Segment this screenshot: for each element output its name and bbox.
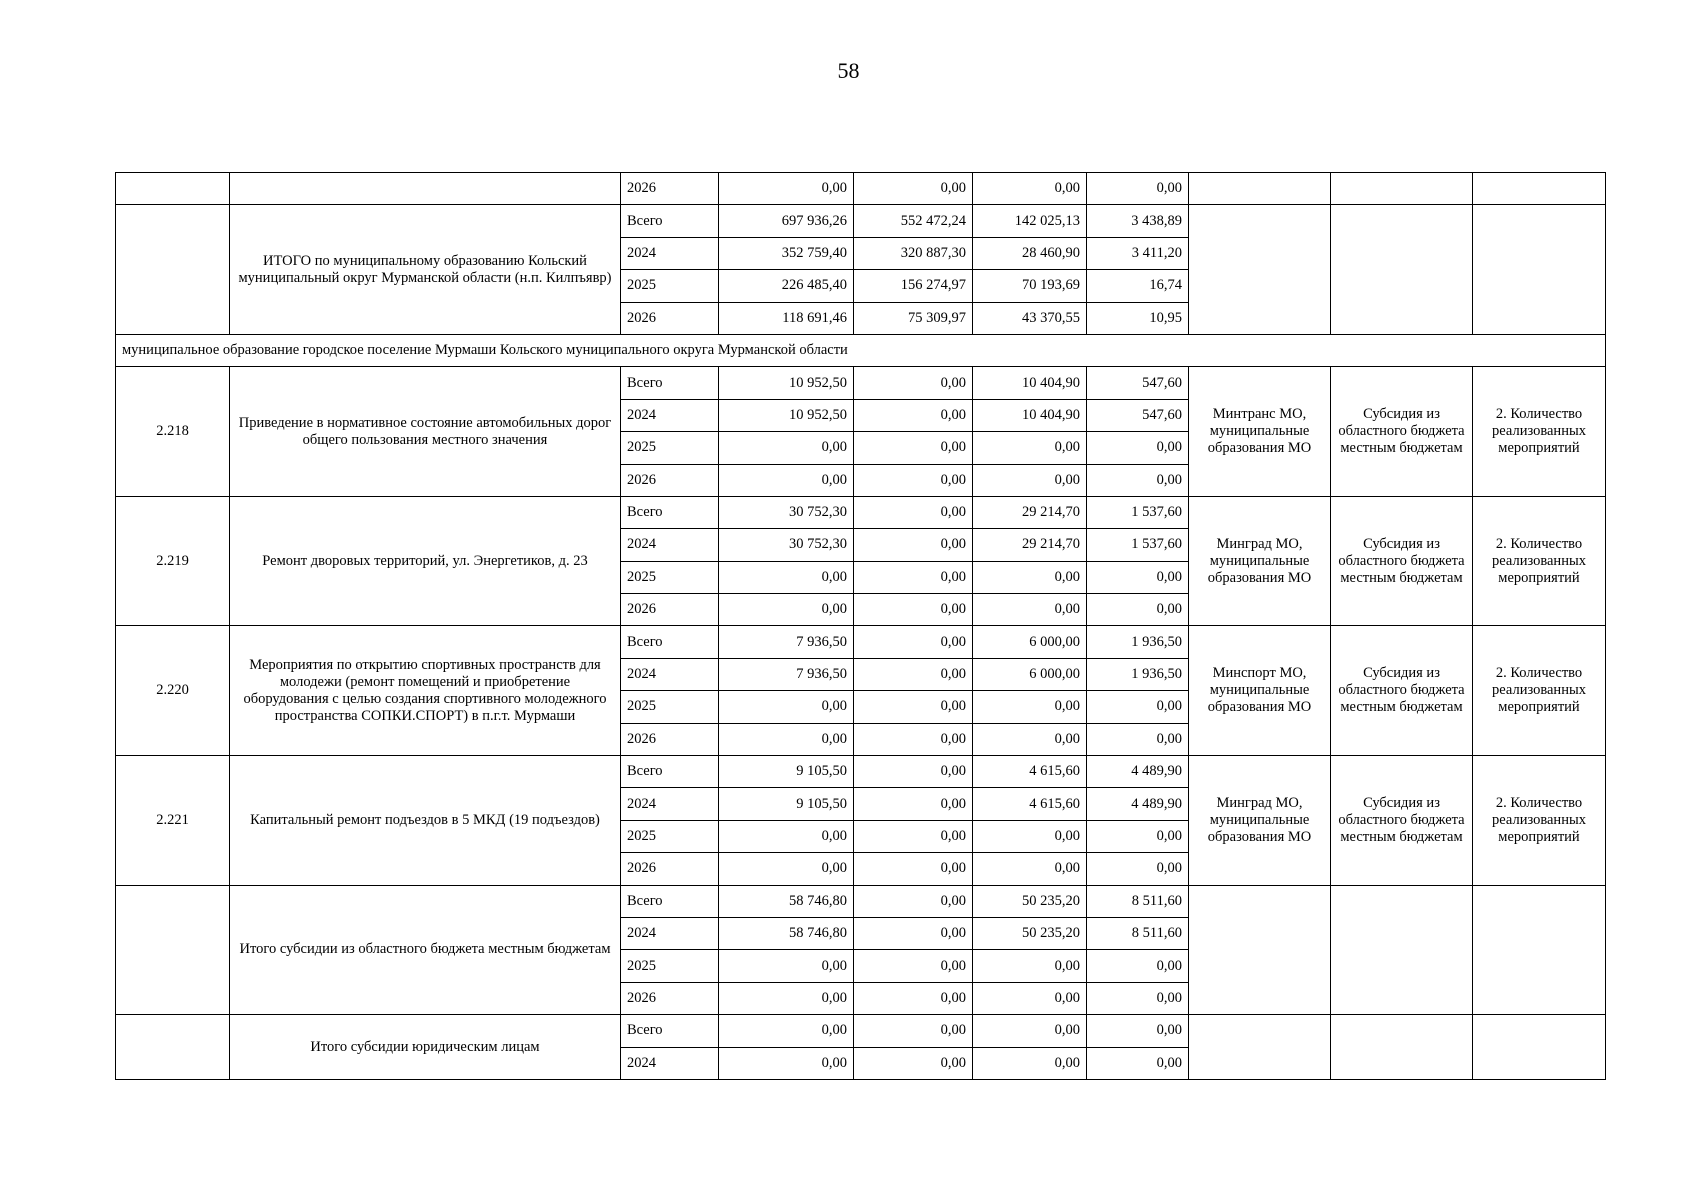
year-cell: Всего: [621, 367, 719, 399]
total-amount-cell: 9 105,50: [719, 788, 854, 820]
year-cell: 2025: [621, 432, 719, 464]
code-cell: 2.221: [116, 756, 230, 886]
federal-budget-cell: 0,00: [854, 464, 973, 496]
indicator-cell: 2. Количество реализованных мероприятий: [1473, 496, 1606, 626]
year-cell: 2025: [621, 270, 719, 302]
year-cell: 2024: [621, 237, 719, 269]
name-cell: Капитальный ремонт подъездов в 5 МКД (19 подъездов): [230, 756, 621, 886]
year-cell: 2026: [621, 464, 719, 496]
federal-budget-cell: 0,00: [854, 723, 973, 755]
name-cell: ИТОГО по муниципальному образованию Кольский муниципальный округ Мурманской области (н.п. Килпъявр): [230, 205, 621, 335]
section-row: [116, 334, 1606, 366]
indicator-cell: [1473, 1015, 1606, 1080]
federal-budget-cell: 0,00: [854, 432, 973, 464]
local-budget-cell: 0,00: [1087, 1047, 1189, 1079]
indicator-cell: 2. Количество реализованных мероприятий: [1473, 756, 1606, 886]
year-cell: 2024: [621, 399, 719, 431]
federal-budget-cell: 156 274,97: [854, 270, 973, 302]
federal-budget-cell: 0,00: [854, 788, 973, 820]
total-amount-cell: 30 752,30: [719, 529, 854, 561]
local-budget-cell: 8 511,60: [1087, 917, 1189, 949]
regional-budget-cell: 0,00: [973, 173, 1087, 205]
page-number: 58: [837, 58, 860, 83]
local-budget-cell: 1 537,60: [1087, 496, 1189, 528]
total-amount-cell: 0,00: [719, 173, 854, 205]
indicator-cell: [1473, 205, 1606, 335]
regional-budget-cell: 29 214,70: [973, 529, 1087, 561]
federal-budget-cell: 0,00: [854, 529, 973, 561]
total-amount-cell: 0,00: [719, 1015, 854, 1047]
total-amount-cell: 7 936,50: [719, 626, 854, 658]
year-cell: Всего: [621, 885, 719, 917]
year-cell: 2025: [621, 950, 719, 982]
regional-budget-cell: 0,00: [973, 1015, 1087, 1047]
local-budget-cell: 1 537,60: [1087, 529, 1189, 561]
year-cell: 2026: [621, 302, 719, 334]
total-amount-cell: 352 759,40: [719, 237, 854, 269]
year-cell: 2024: [621, 1047, 719, 1079]
regional-budget-cell: 50 235,20: [973, 917, 1087, 949]
regional-budget-cell: 0,00: [973, 594, 1087, 626]
total-amount-cell: 0,00: [719, 853, 854, 885]
year-cell: Всего: [621, 496, 719, 528]
indicator-cell: [1473, 173, 1606, 205]
federal-budget-cell: 0,00: [854, 950, 973, 982]
total-amount-cell: 7 936,50: [719, 658, 854, 690]
local-budget-cell: 0,00: [1087, 723, 1189, 755]
federal-budget-cell: 0,00: [854, 885, 973, 917]
year-cell: 2026: [621, 982, 719, 1014]
table-row: [116, 1015, 1606, 1047]
regional-budget-cell: 10 404,90: [973, 367, 1087, 399]
federal-budget-cell: 0,00: [854, 820, 973, 852]
regional-budget-cell: 0,00: [973, 561, 1087, 593]
federal-budget-cell: 75 309,97: [854, 302, 973, 334]
name-cell: [230, 173, 621, 205]
local-budget-cell: 0,00: [1087, 691, 1189, 723]
indicator-cell: 2. Количество реализованных мероприятий: [1473, 626, 1606, 756]
name-cell: Итого субсидии юридическим лицам: [230, 1015, 621, 1080]
executor-cell: [1189, 205, 1331, 335]
regional-budget-cell: 0,00: [973, 1047, 1087, 1079]
executor-cell: Минтранс МО, муниципальные образования МО: [1189, 367, 1331, 497]
local-budget-cell: 10,95: [1087, 302, 1189, 334]
year-cell: 2025: [621, 820, 719, 852]
code-cell: 2.218: [116, 367, 230, 497]
federal-budget-cell: 0,00: [854, 594, 973, 626]
federal-budget-cell: 0,00: [854, 399, 973, 431]
regional-budget-cell: 4 615,60: [973, 756, 1087, 788]
total-amount-cell: 0,00: [719, 561, 854, 593]
federal-budget-cell: 0,00: [854, 982, 973, 1014]
year-cell: 2026: [621, 594, 719, 626]
total-amount-cell: 0,00: [719, 432, 854, 464]
year-cell: Всего: [621, 756, 719, 788]
total-amount-cell: 10 952,50: [719, 399, 854, 431]
local-budget-cell: 4 489,90: [1087, 756, 1189, 788]
regional-budget-cell: 43 370,55: [973, 302, 1087, 334]
regional-budget-cell: 28 460,90: [973, 237, 1087, 269]
source-cell: Субсидия из областного бюджета местным бюджетам: [1331, 626, 1473, 756]
source-cell: [1331, 205, 1473, 335]
local-budget-cell: 0,00: [1087, 982, 1189, 1014]
year-cell: 2024: [621, 917, 719, 949]
year-cell: 2026: [621, 723, 719, 755]
local-budget-cell: 16,74: [1087, 270, 1189, 302]
executor-cell: [1189, 1015, 1331, 1080]
local-budget-cell: 0,00: [1087, 950, 1189, 982]
source-cell: Субсидия из областного бюджета местным бюджетам: [1331, 756, 1473, 886]
total-amount-cell: 226 485,40: [719, 270, 854, 302]
federal-budget-cell: 0,00: [854, 658, 973, 690]
federal-budget-cell: 0,00: [854, 626, 973, 658]
executor-cell: Минспорт МО, муниципальные образования МО: [1189, 626, 1331, 756]
local-budget-cell: 1 936,50: [1087, 658, 1189, 690]
table-row: [116, 367, 1606, 399]
total-amount-cell: 10 952,50: [719, 367, 854, 399]
regional-budget-cell: 70 193,69: [973, 270, 1087, 302]
name-cell: Мероприятия по открытию спортивных пространств для молодежи (ремонт помещений и приобретение оборудования с целью создания спортивного молодежного пространства СОПКИ.СПОРТ) в п.г.т. Мурмаши: [230, 626, 621, 756]
code-cell: 2.220: [116, 626, 230, 756]
regional-budget-cell: 4 615,60: [973, 788, 1087, 820]
total-amount-cell: 0,00: [719, 1047, 854, 1079]
executor-cell: [1189, 173, 1331, 205]
total-amount-cell: 0,00: [719, 691, 854, 723]
name-cell: Приведение в нормативное состояние автомобильных дорог общего пользования местного значения: [230, 367, 621, 497]
year-cell: 2025: [621, 691, 719, 723]
federal-budget-cell: 0,00: [854, 496, 973, 528]
federal-budget-cell: 0,00: [854, 1015, 973, 1047]
table-row: [116, 626, 1606, 658]
regional-budget-cell: 0,00: [973, 691, 1087, 723]
federal-budget-cell: 0,00: [854, 1047, 973, 1079]
regional-budget-cell: 0,00: [973, 853, 1087, 885]
local-budget-cell: 3 438,89: [1087, 205, 1189, 237]
regional-budget-cell: 29 214,70: [973, 496, 1087, 528]
federal-budget-cell: 320 887,30: [854, 237, 973, 269]
federal-budget-cell: 0,00: [854, 691, 973, 723]
code-cell: [116, 173, 230, 205]
regional-budget-cell: 0,00: [973, 723, 1087, 755]
year-cell: Всего: [621, 626, 719, 658]
table-row: [116, 885, 1606, 917]
total-amount-cell: 30 752,30: [719, 496, 854, 528]
total-amount-cell: 9 105,50: [719, 756, 854, 788]
local-budget-cell: 8 511,60: [1087, 885, 1189, 917]
local-budget-cell: 0,00: [1087, 464, 1189, 496]
name-cell: Ремонт дворовых территорий, ул. Энергетиков, д. 23: [230, 496, 621, 626]
local-budget-cell: 547,60: [1087, 367, 1189, 399]
budget-table: [115, 172, 1606, 1080]
local-budget-cell: 0,00: [1087, 1015, 1189, 1047]
indicator-cell: [1473, 885, 1606, 1015]
local-budget-cell: 0,00: [1087, 853, 1189, 885]
regional-budget-cell: 10 404,90: [973, 399, 1087, 431]
source-cell: [1331, 173, 1473, 205]
source-cell: [1331, 1015, 1473, 1080]
section-title: муниципальное образование городское поселение Мурмаши Кольского муниципального округа Мурманской области: [116, 334, 1606, 366]
regional-budget-cell: 0,00: [973, 820, 1087, 852]
local-budget-cell: 3 411,20: [1087, 237, 1189, 269]
year-cell: 2025: [621, 561, 719, 593]
total-amount-cell: 0,00: [719, 982, 854, 1014]
regional-budget-cell: 0,00: [973, 982, 1087, 1014]
federal-budget-cell: 0,00: [854, 853, 973, 885]
table-row: [116, 756, 1606, 788]
local-budget-cell: 0,00: [1087, 820, 1189, 852]
regional-budget-cell: 0,00: [973, 464, 1087, 496]
federal-budget-cell: 0,00: [854, 917, 973, 949]
table-row: [116, 496, 1606, 528]
federal-budget-cell: 0,00: [854, 756, 973, 788]
total-amount-cell: 58 746,80: [719, 885, 854, 917]
regional-budget-cell: 6 000,00: [973, 658, 1087, 690]
federal-budget-cell: 0,00: [854, 367, 973, 399]
local-budget-cell: 0,00: [1087, 432, 1189, 464]
source-cell: [1331, 885, 1473, 1015]
total-amount-cell: 0,00: [719, 464, 854, 496]
regional-budget-cell: 0,00: [973, 432, 1087, 464]
source-cell: Субсидия из областного бюджета местным бюджетам: [1331, 496, 1473, 626]
local-budget-cell: 1 936,50: [1087, 626, 1189, 658]
year-cell: 2024: [621, 529, 719, 561]
code-cell: 2.219: [116, 496, 230, 626]
executor-cell: [1189, 885, 1331, 1015]
year-cell: 2024: [621, 658, 719, 690]
year-cell: Всего: [621, 1015, 719, 1047]
total-amount-cell: 118 691,46: [719, 302, 854, 334]
federal-budget-cell: 0,00: [854, 173, 973, 205]
regional-budget-cell: 142 025,13: [973, 205, 1087, 237]
regional-budget-cell: 50 235,20: [973, 885, 1087, 917]
table-row: [116, 173, 1606, 205]
regional-budget-cell: 0,00: [973, 950, 1087, 982]
total-amount-cell: 0,00: [719, 594, 854, 626]
total-amount-cell: 0,00: [719, 950, 854, 982]
total-amount-cell: 0,00: [719, 723, 854, 755]
local-budget-cell: 0,00: [1087, 594, 1189, 626]
year-cell: 2026: [621, 173, 719, 205]
code-cell: [116, 1015, 230, 1080]
name-cell: Итого субсидии из областного бюджета местным бюджетам: [230, 885, 621, 1015]
code-cell: [116, 885, 230, 1015]
federal-budget-cell: 552 472,24: [854, 205, 973, 237]
federal-budget-cell: 0,00: [854, 561, 973, 593]
year-cell: 2026: [621, 853, 719, 885]
year-cell: 2024: [621, 788, 719, 820]
code-cell: [116, 205, 230, 335]
indicator-cell: 2. Количество реализованных мероприятий: [1473, 367, 1606, 497]
regional-budget-cell: 6 000,00: [973, 626, 1087, 658]
executor-cell: Минград МО, муниципальные образования МО: [1189, 756, 1331, 886]
table-row: [116, 205, 1606, 237]
local-budget-cell: 4 489,90: [1087, 788, 1189, 820]
total-amount-cell: 58 746,80: [719, 917, 854, 949]
executor-cell: Минград МО, муниципальные образования МО: [1189, 496, 1331, 626]
source-cell: Субсидия из областного бюджета местным бюджетам: [1331, 367, 1473, 497]
local-budget-cell: 547,60: [1087, 399, 1189, 431]
local-budget-cell: 0,00: [1087, 173, 1189, 205]
year-cell: Всего: [621, 205, 719, 237]
total-amount-cell: 697 936,26: [719, 205, 854, 237]
local-budget-cell: 0,00: [1087, 561, 1189, 593]
total-amount-cell: 0,00: [719, 820, 854, 852]
